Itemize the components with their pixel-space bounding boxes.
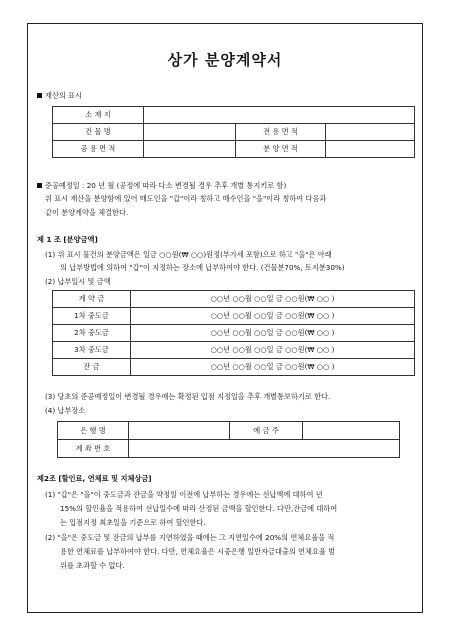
payment-label: 3차 중도금	[53, 342, 131, 359]
payment-row	[53, 325, 415, 342]
article-1-item-1-line-2: 의 납부방법에 의하여 "갑"이 지정하는 장소에 납부하여야 한다. (건물분70%, 토지분30%)	[60, 263, 345, 272]
article-1-heading: 제 1 조 [분양금액]	[37, 235, 98, 244]
sale-area-label: 분 양 면 적	[236, 141, 326, 158]
payment-label: 잔 금	[53, 359, 131, 376]
article-1-item-2: (2) 납부일시 및 금액	[45, 277, 111, 286]
square-bullet-icon	[37, 183, 42, 188]
completion-line-3: 같이 분양계약을 체결한다.	[45, 208, 129, 217]
bank-table	[57, 421, 400, 458]
article-2-item-1-line-2: 15%의 할인율을 적용하여 선납일수에 따라 산정된 금액을 할인한다. 다만,잔금에 대하여	[60, 504, 338, 513]
payment-value[interactable]: ○○년 ○○월 ○○일 금 ○○원(₩ ○○ )	[131, 342, 415, 359]
payment-value[interactable]: ○○년 ○○월 ○○일 금 ○○원(₩ ○○ )	[131, 308, 415, 325]
payment-row	[53, 342, 415, 359]
common-area-label: 공 용 면 적	[53, 141, 144, 158]
payment-row	[53, 308, 415, 325]
property-table	[52, 106, 415, 158]
location-label: 소 재 지	[53, 107, 144, 124]
payment-label: 1차 중도금	[53, 308, 131, 325]
payment-table	[52, 290, 415, 376]
bank-name-value[interactable]	[129, 422, 230, 440]
article-2-heading: 제2조 [할인료, 연체료 및 지체상금]	[37, 474, 152, 483]
square-bullet-icon	[37, 93, 42, 98]
payment-label: 계 약 금	[53, 291, 131, 308]
sale-area-value[interactable]	[326, 141, 415, 158]
account-number-label: 계 좌 번 호	[58, 440, 129, 458]
account-holder-label: 예 금 주	[230, 422, 303, 440]
document-frame	[27, 23, 423, 613]
payment-value[interactable]: ○○년 ○○월 ○○일 금 ○○원(₩ ○○ )	[131, 359, 415, 376]
completion-line-1-text: 준공예정일 : 20 년 월 (공정에 따라 다소 변경될 경우 추후 개별 통지키로 함)	[45, 181, 287, 190]
bank-name-label: 은 행 명	[58, 422, 129, 440]
property-heading-text: 재산의 표시	[45, 91, 83, 100]
completion-line-2: 위 표시 재산을 분양함에 있어 매도인을 "갑"이라 칭하고 매수인을 "을"이라 칭하여 다음과	[45, 194, 327, 203]
completion-line-1	[37, 181, 286, 191]
document-title: 상가 분양계약서	[167, 51, 283, 69]
exclusive-area-label: 전 용 면 적	[236, 124, 326, 141]
payment-label: 2차 중도금	[53, 325, 131, 342]
account-holder-value[interactable]	[303, 422, 400, 440]
article-2-item-1-line-3: 는 입점지정 최초일을 기준으로 하여 할인한다.	[60, 518, 206, 527]
common-area-value[interactable]	[144, 141, 236, 158]
account-number-value[interactable]	[129, 440, 400, 458]
property-section-heading	[37, 91, 82, 101]
article-1-item-3: (3) 당초의 준공예정일이 변경될 경우에는 확정된 입점 지정일을 추후 개별통보하기로 한다.	[45, 392, 331, 401]
payment-row	[53, 291, 415, 308]
article-2-item-2-line-2: 용한 연체료를 납부하여야 한다. 다만, 연체요율은 시중은행 일반자금대출의 연체요율 범	[60, 547, 336, 556]
article-1-item-1-line-1: (1) 위 표시 물건의 분양금액은 일금 ○○원(₩ ○○)원정(부가세 포함)으로 하고 "을"은 아래	[45, 250, 332, 259]
building-value[interactable]	[144, 124, 236, 141]
payment-value[interactable]: ○○년 ○○월 ○○일 금 ○○원(₩ ○○ )	[131, 325, 415, 342]
article-2-item-1-line-1: (1) "갑"은 "을"이 중도금과 잔금을 약정일 이전에 납부하는 경우에는 선납액에 대하여 년	[45, 490, 323, 499]
building-label: 건 물 명	[53, 124, 144, 141]
article-1-item-4: (4) 납부장소	[45, 406, 86, 415]
payment-value[interactable]: ○○년 ○○월 ○○일 금 ○○원(₩ ○○ )	[131, 291, 415, 308]
payment-row	[53, 359, 415, 376]
exclusive-area-value[interactable]	[326, 124, 415, 141]
location-value[interactable]	[144, 107, 415, 124]
article-2-item-2-line-3: 위를 초과할 수 없다.	[60, 561, 125, 570]
article-2-item-2-line-1: (2) "을"은 중도금 및 잔금의 납부를 지연하였을 때에는 그 지연일수에 20%의 연체요율을 적	[45, 533, 335, 542]
